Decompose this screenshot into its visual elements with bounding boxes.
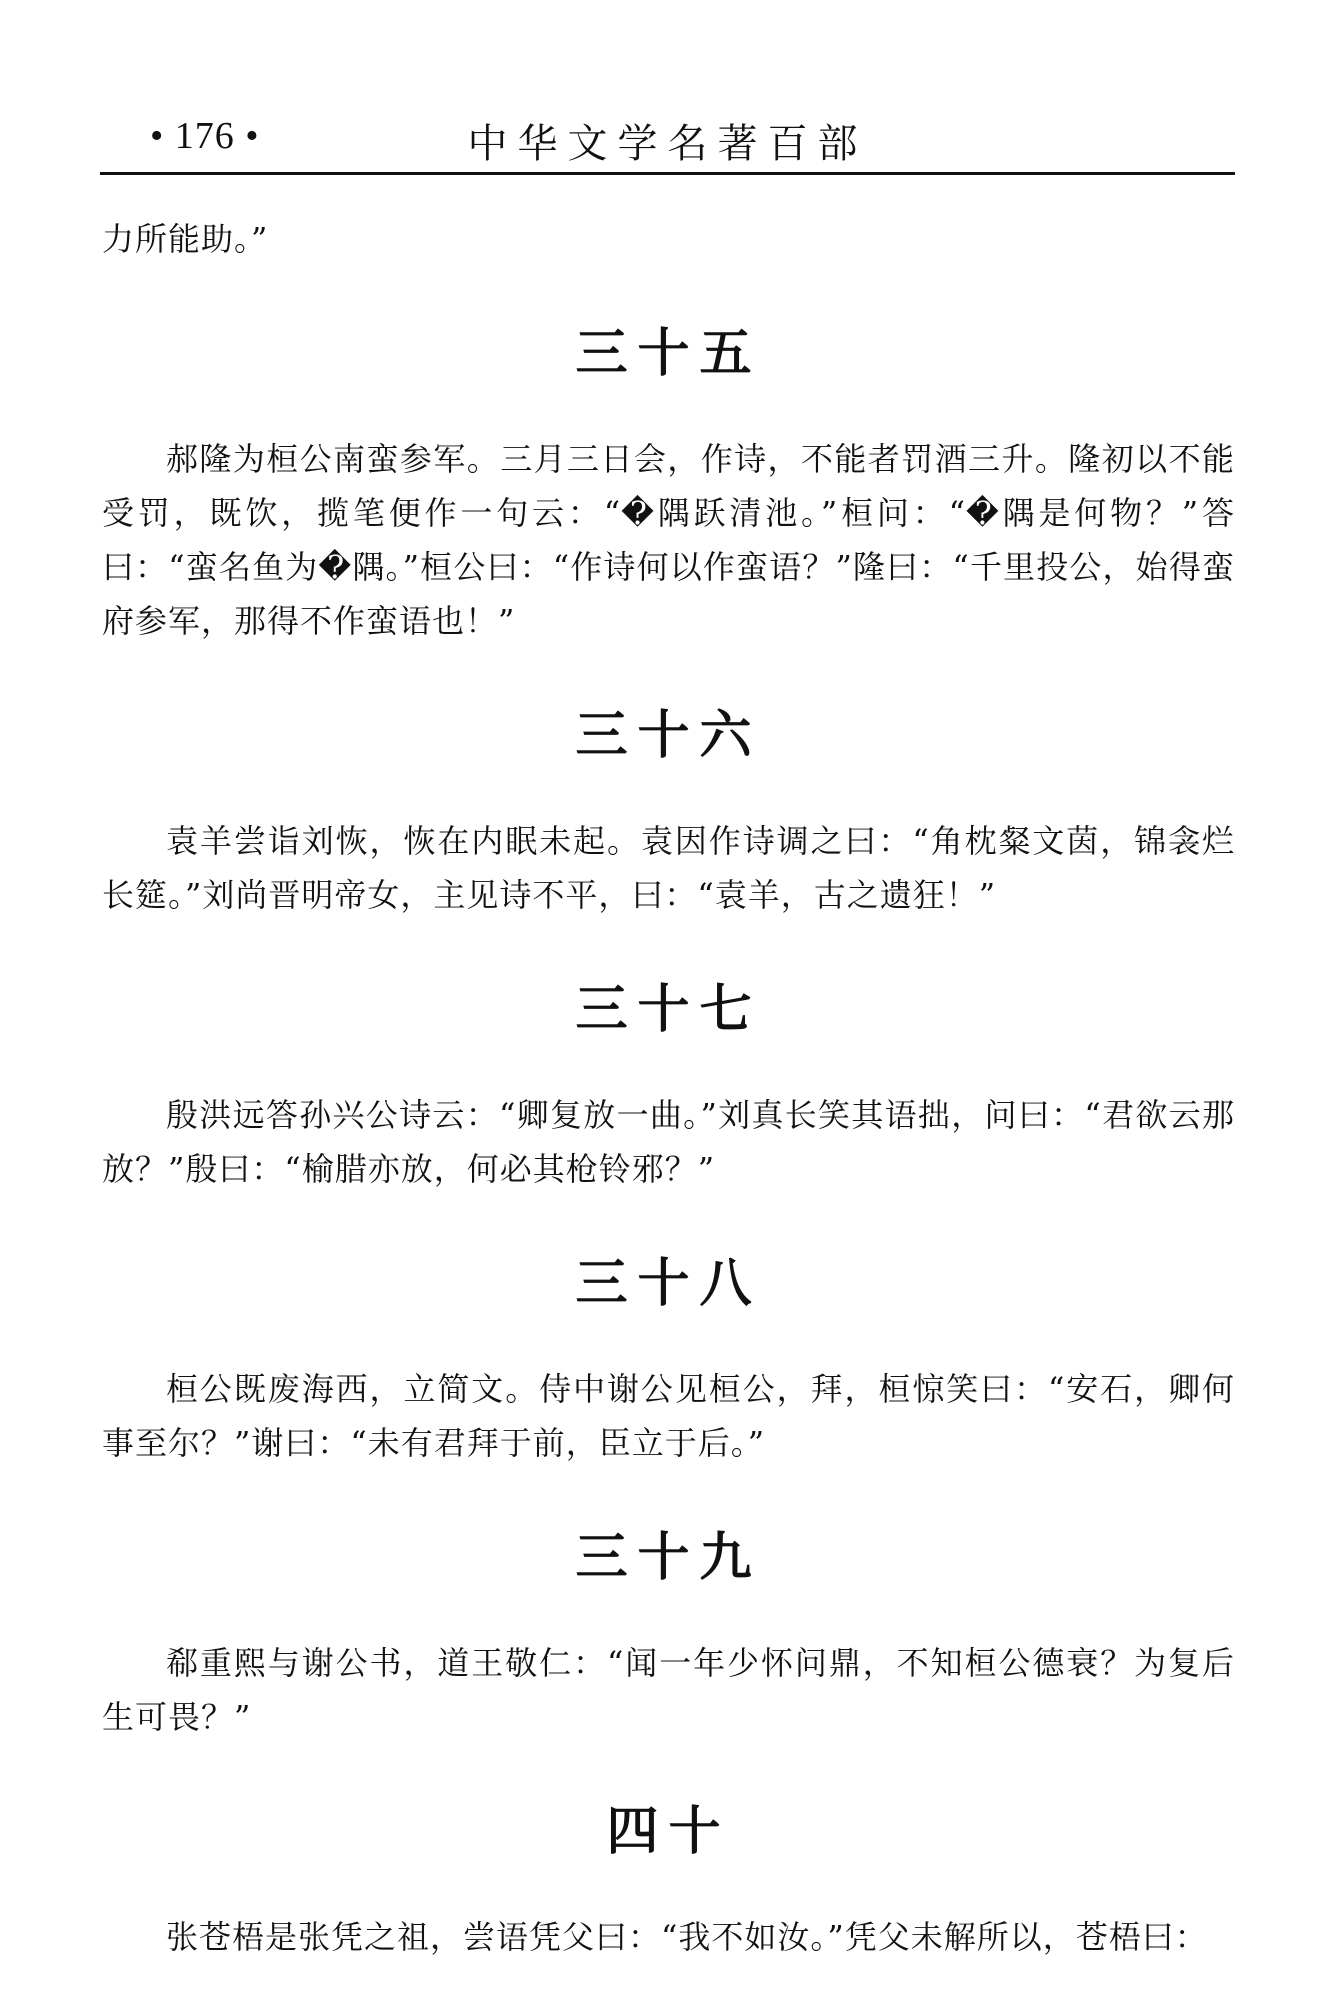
- section-text: 殷洪远答孙兴公诗云：“卿复放一曲。”刘真长笑其语拙，问曰：“君欲云那放？”殷曰：“榆腊亦放，何必其枪铃邪？”: [102, 1096, 1235, 1188]
- section-heading: 三十六: [575, 706, 762, 766]
- section-text: 郗重熙与谢公书，道王敬仁：“闻一年少怀问鼎，不知桓公德衰？为复后生可畏？”: [102, 1644, 1235, 1736]
- running-header: [100, 112, 1235, 172]
- section-heading: 四十: [606, 1802, 731, 1862]
- page-number: • 176 •: [150, 115, 260, 157]
- section-heading: 三十五: [575, 324, 762, 384]
- section-heading: 三十九: [575, 1528, 762, 1588]
- header-rule: [100, 172, 1235, 175]
- book-title: 中华文学名著百部: [467, 121, 868, 167]
- section-heading: 三十七: [575, 980, 762, 1040]
- section-text: 张苍梧是张凭之祖，尝语凭父曰：“我不如汝。”凭父未解所以，苍梧曰：: [166, 1918, 1208, 1956]
- continuation-text: 力所能助。”: [102, 220, 269, 258]
- section-text: 郝隆为桓公南蛮参军。三月三日会，作诗，不能者罚酒三升。隆初以不能受罚，既饮，揽笔便作一句云：“�隅跃清池。”桓问：“�隅是何物？”答曰：“蛮名鱼为�隅。”桓公曰：“作诗何以作蛮语？”隆曰：“千里投公，始得蛮府参军，那得不作蛮语也！”: [102, 440, 1235, 640]
- section-text: 桓公既废海西，立简文。侍中谢公见桓公，拜，桓惊笑曰：“安石，卿何事至尔？”谢曰：“未有君拜于前，臣立于后。”: [102, 1370, 1235, 1462]
- section-text: 袁羊尝诣刘恢，恢在内眠未起。袁因作诗调之曰：“角枕粲文茵，锦衾烂长筵。”刘尚晋明帝女，主见诗不平，曰：“袁羊，古之遗狂！”: [102, 822, 1235, 914]
- section-heading: 三十八: [575, 1254, 762, 1314]
- page-body: [102, 212, 1235, 1964]
